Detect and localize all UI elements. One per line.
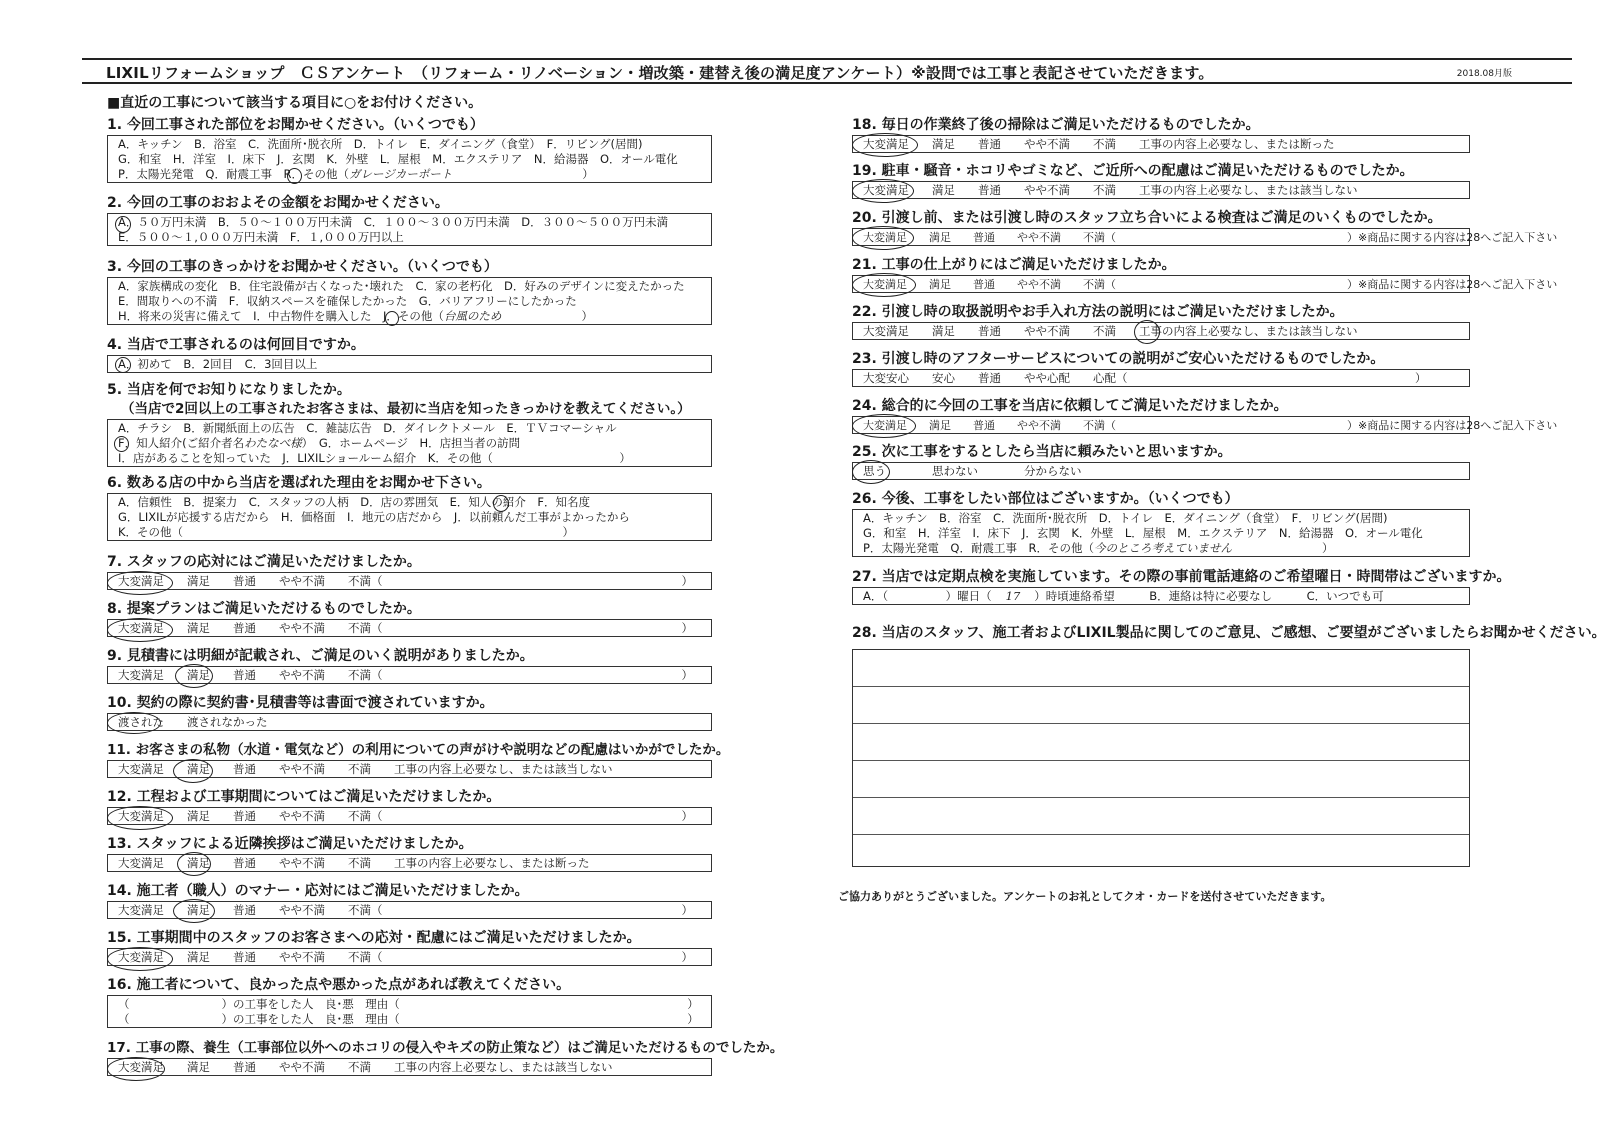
section-heading: ■直近の工事について該当する項目に○をお付けください。 xyxy=(107,95,483,111)
question-2-title: 2. 今回の工事のおおよその金額をお聞かせください。 xyxy=(107,195,449,211)
question-24 xyxy=(852,397,1558,434)
q5-referral-label: F．知人紹介(ご紹介者名 xyxy=(118,436,245,450)
question-23-answers xyxy=(852,369,1470,387)
question-4-line-1[interactable]: A．初めて B．2回目 C．3回目以上 xyxy=(118,357,318,371)
question-9-options[interactable]: 大変満足 満足 普通 やや不満 不満（ ） xyxy=(118,668,693,682)
question-27-options[interactable] xyxy=(863,589,1459,604)
question-22-options[interactable]: 大変満足 満足 普通 やや不満 不満 工事の内容上必要なし、または該当しない xyxy=(863,324,1358,338)
question-28-title: 28. 当店のスタッフ、施工者およびLIXIL製品に関してのご意見、ご感想、ご要望がございましたらお聞かせください。 xyxy=(852,625,1606,641)
question-23 xyxy=(852,350,1470,387)
question-23-options[interactable]: 大変安心 安心 普通 やや心配 心配（ ） xyxy=(863,371,1427,385)
question-18-options[interactable]: 大変満足 満足 普通 やや不満 不満 工事の内容上必要なし、または断った xyxy=(863,137,1335,151)
question-24-answers xyxy=(852,416,1558,434)
question-13 xyxy=(107,835,712,872)
question-18 xyxy=(852,116,1470,153)
comment-row[interactable] xyxy=(853,687,1469,724)
q26-handwritten-other[interactable]: 今のところ考えていません xyxy=(1093,541,1232,555)
question-16-answers xyxy=(107,995,712,1028)
question-5-line-3[interactable]: I．店があることを知っていた J．LIXILショールーム紹介 K．その他（ ） xyxy=(118,451,631,465)
q26-other-label: P．太陽光発電 Q．耐震工事 R．その他（ xyxy=(863,541,1094,555)
q5-referral-rest: ） G．ホームページ H．店担当者の訪問 xyxy=(301,436,521,450)
question-23-title: 23. 引渡し時のアフターサービスについての説明がご安心いただけるものでしたか。 xyxy=(852,351,1385,367)
question-25-options[interactable]: 思う 思わない 分からない xyxy=(863,464,1082,478)
question-6-line-3[interactable]: K．その他（ ） xyxy=(118,525,575,539)
question-1-answers xyxy=(107,135,712,183)
question-3-line-2[interactable]: E．間取りへの不満 F．収納スペースを確保したかった G．バリアフリーにしたかった xyxy=(118,294,577,308)
question-5-title: 5. 当店を何でお知りになりましたか。 xyxy=(107,382,351,398)
q3-other-label: H．将来の災害に備えて I．中古物件を購入した J．その他（ xyxy=(118,309,444,323)
question-1-line-2[interactable]: G．和室 H．洋室 I．床下 J．玄関 K．外壁 L．屋根 M．エクステリア N．給湯器 O．オール電化 xyxy=(118,152,678,166)
comment-row[interactable] xyxy=(853,761,1469,798)
question-11-options[interactable]: 大変満足 満足 普通 やや不満 不満 工事の内容上必要なし、または該当しない xyxy=(118,762,613,776)
question-3 xyxy=(107,258,712,325)
question-7-title: 7. スタッフの応対にはご満足いただけましたか。 xyxy=(107,554,421,570)
question-5-line-1[interactable]: A．チラシ B．新聞紙面上の広告 C．雑誌広告 D．ダイレクトメール E．ＴＶコマーシャル xyxy=(118,421,617,435)
question-10-answers xyxy=(107,713,712,731)
question-11-title: 11. お客さまの私物（水道・電気など）の利用についての声がけや説明などの配慮はいかがでしたか。 xyxy=(107,742,730,758)
question-8-answers xyxy=(107,619,712,637)
question-3-title: 3. 今回の工事のきっかけをお聞かせください。（いくつでも） xyxy=(107,259,498,275)
question-12-title: 12. 工程および工事期間についてはご満足いただけましたか。 xyxy=(107,789,501,805)
question-14-title: 14. 施工者（職人）のマナー・応対にはご満足いただけましたか。 xyxy=(107,883,529,899)
q5-handwritten-referrer[interactable]: わたなべ様 xyxy=(244,436,302,450)
question-9-answers xyxy=(107,666,712,684)
question-21 xyxy=(852,256,1558,293)
question-4 xyxy=(107,336,712,373)
question-10 xyxy=(107,694,712,731)
question-2-line-2[interactable]: E．５００～１,０００万円未満 F．１,０００万円以上 xyxy=(118,230,404,244)
page-title-bar xyxy=(82,58,1572,84)
question-14 xyxy=(107,882,712,919)
question-22-title: 22. 引渡し時の取扱説明やお手入れ方法の説明にはご満足いただけましたか。 xyxy=(852,304,1344,320)
question-26-line-3[interactable] xyxy=(863,541,1459,556)
question-16-line-1[interactable]: （ ）の工事をした人 良･悪 理由（ ） xyxy=(118,997,699,1011)
q26-other-close: ） xyxy=(1321,541,1334,555)
question-3-line-3[interactable] xyxy=(118,309,701,324)
question-15-options[interactable]: 大変満足 満足 普通 やや不満 不満（ ） xyxy=(118,950,693,964)
question-20-options[interactable]: 大変満足 満足 普通 やや不満 不満（ ）※商品に関する内容は28へご記入下さい xyxy=(863,231,1558,244)
q27-handwritten-hour[interactable]: 17 xyxy=(1005,589,1021,603)
question-19-title: 19. 駐車・騒音・ホコリやゴミなど、ご近所への配慮はご満足いただけるものでしたか。 xyxy=(852,163,1414,179)
question-27-answers xyxy=(852,587,1470,605)
question-11-answers xyxy=(107,760,712,778)
question-15-title: 15. 工事期間中のスタッフのお客さまへの応対・配慮にはご満足いただけましたか。 xyxy=(107,930,641,946)
question-3-answers xyxy=(107,277,712,325)
question-26-line-2[interactable]: G．和室 H．洋室 I．床下 J．玄関 K．外壁 L．屋根 M．エクステリア N．給湯器 O．オール電化 xyxy=(863,526,1423,540)
question-17 xyxy=(107,1039,784,1076)
question-6-title: 6. 数ある店の中から当店を選ばれた理由をお聞かせ下さい。 xyxy=(107,475,491,491)
question-15-answers xyxy=(107,948,712,966)
question-5-subtitle: （当店で2回以上の工事されたお客さまは、最初に当店を知ったきっかけを教えてください。） xyxy=(121,401,691,417)
question-17-options[interactable]: 大変満足 満足 普通 やや不満 不満 工事の内容上必要なし、または該当しない xyxy=(118,1060,613,1074)
question-27-title: 27. 当店では定期点検を実施しています。その際の事前電話連絡のご希望曜日・時間帯はございますか。 xyxy=(852,569,1511,585)
comment-row[interactable] xyxy=(853,724,1469,761)
q27-weekday-label: A．（ ）曜日（ xyxy=(863,589,992,603)
question-28 xyxy=(852,624,1606,643)
question-2-answers xyxy=(107,213,712,246)
question-17-answers xyxy=(107,1058,712,1076)
q1-other-label: P．太陽光発電 Q．耐震工事 R．その他（ xyxy=(118,167,349,181)
version-label: 2018.08月版 xyxy=(1456,69,1512,79)
question-1-title: 1. 今回工事された部位をお聞かせください。（いくつでも） xyxy=(107,117,484,133)
question-4-title: 4. 当店で工事されるのは何回目ですか。 xyxy=(107,337,365,353)
question-1-line-3[interactable] xyxy=(118,167,701,182)
question-19 xyxy=(852,162,1470,199)
question-21-answers xyxy=(852,275,1558,293)
question-19-options[interactable]: 大変満足 満足 普通 やや不満 不満 工事の内容上必要なし、または該当しない xyxy=(863,183,1358,197)
comment-box[interactable] xyxy=(852,649,1470,867)
question-17-title: 17. 工事の際、養生（工事部位以外へのホコリの侵入やキズの防止策など）はご満足いただけるものでしたか。 xyxy=(107,1040,784,1056)
comment-row[interactable] xyxy=(853,650,1469,687)
question-21-options[interactable]: 大変満足 満足 普通 やや不満 不満（ ）※商品に関する内容は28へご記入下さい xyxy=(863,278,1558,291)
question-20-title: 20. 引渡し前、または引渡し時のスタッフ立ち合いによる検査はご満足のいくものでしたか。 xyxy=(852,210,1442,226)
question-14-answers xyxy=(107,901,712,919)
question-9-title: 9. 見積書には明細が記載され、ご満足のいく説明がありましたか。 xyxy=(107,648,534,664)
question-6-answers xyxy=(107,493,712,541)
question-13-options[interactable]: 大変満足 満足 普通 やや不満 不満 工事の内容上必要なし、または断った xyxy=(118,856,590,870)
question-16-title: 16. 施工者について、良かった点や悪かった点があれば教えてください。 xyxy=(107,977,571,993)
question-26-line-1[interactable]: A．キッチン B．浴室 C．洗面所･脱衣所 D．トイレ E．ダイニング（食堂） F．リビング(居間) xyxy=(863,511,1388,525)
question-8 xyxy=(107,600,712,637)
question-14-options[interactable]: 大変満足 満足 普通 やや不満 不満（ ） xyxy=(118,903,693,917)
question-22-answers xyxy=(852,322,1470,340)
question-15 xyxy=(107,929,712,966)
q1-handwritten-other[interactable]: ガレージカーポート xyxy=(348,167,453,181)
q1-other-close: ） xyxy=(582,167,594,181)
question-7 xyxy=(107,553,712,590)
question-5-answers xyxy=(107,419,712,467)
question-18-title: 18. 毎日の作業終了後の掃除はご満足いただけるものでしたか。 xyxy=(852,117,1260,133)
question-7-options[interactable]: 大変満足 満足 普通 やや不満 不満（ ） xyxy=(118,574,693,588)
question-22 xyxy=(852,303,1470,340)
question-8-title: 8. 提案プランはご満足いただけるものでしたか。 xyxy=(107,601,421,617)
question-16 xyxy=(107,976,712,1028)
question-8-options[interactable]: 大変満足 満足 普通 やや不満 不満（ ） xyxy=(118,621,693,635)
question-2 xyxy=(107,194,712,246)
question-6 xyxy=(107,474,712,541)
question-25 xyxy=(852,443,1470,480)
question-7-answers xyxy=(107,572,712,590)
question-2-line-1[interactable]: A．５０万円未満 B．５０～１００万円未満 C．１００～３００万円未満 D．３００～５００万円未満 xyxy=(118,215,669,229)
question-13-answers xyxy=(107,854,712,872)
q3-other-close: ） xyxy=(581,309,593,323)
question-20 xyxy=(852,209,1558,246)
question-6-line-1[interactable]: A．信頼性 B．提案力 C．スタッフの人柄 D．店の雰囲気 E．知人の紹介 F．知名度 xyxy=(118,495,591,509)
question-4-answers xyxy=(107,355,712,373)
question-26-title: 26. 今後、工事をしたい部位はございますか。（いくつでも） xyxy=(852,491,1239,507)
question-1-line-1[interactable]: A．キッチン B．浴室 C．洗面所･脱衣所 D．トイレ E．ダイニング（食堂） F．リビング(居間) xyxy=(118,137,643,151)
comment-row[interactable] xyxy=(853,798,1469,835)
page-title: LIXILリフォームショップ ＣＳアンケート （リフォーム・リノベーション・増改築・建替え後の満足度アンケート）※設問では工事と表記させていただきます。 xyxy=(106,64,1214,82)
question-12 xyxy=(107,788,712,825)
question-16-line-2[interactable]: （ ）の工事をした人 良･悪 理由（ ） xyxy=(118,1012,699,1026)
question-5 xyxy=(107,381,712,467)
question-26-answers xyxy=(852,509,1470,557)
question-3-line-1[interactable]: A．家族構成の変化 B．住宅設備が古くなった･壊れた C．家の老朽化 D．好みのデザインに変えたかった xyxy=(118,279,685,293)
question-10-title: 10. 契約の際に契約書･見積書等は書面で渡されていますか。 xyxy=(107,695,494,711)
q3-handwritten-other[interactable]: 台風のため xyxy=(443,309,502,323)
question-18-answers xyxy=(852,135,1470,153)
question-13-title: 13. スタッフによる近隣挨拶はご満足いただけましたか。 xyxy=(107,836,473,852)
question-12-answers xyxy=(107,807,712,825)
question-25-answers xyxy=(852,462,1470,480)
question-27 xyxy=(852,568,1511,605)
question-24-options[interactable]: 大変満足 満足 普通 やや不満 不満（ ）※商品に関する内容は28へご記入下さい xyxy=(863,419,1558,432)
question-5-line-2[interactable] xyxy=(118,436,701,451)
q27-rest: ）時頃連絡希望 B．連絡は特に必要なし C．いつでも可 xyxy=(1034,589,1384,603)
question-10-options[interactable]: 渡された 渡されなかった xyxy=(118,715,268,729)
question-12-options[interactable]: 大変満足 満足 普通 やや不満 不満（ ） xyxy=(118,809,693,823)
question-20-answers xyxy=(852,228,1558,246)
question-21-title: 21. 工事の仕上がりにはご満足いただけましたか。 xyxy=(852,257,1176,273)
question-11 xyxy=(107,741,730,778)
question-6-line-2[interactable]: G．LIXILが応援する店だから H．価格面 I．地元の店だから J．以前頼んだ工事がよかったから xyxy=(118,510,630,524)
question-24-title: 24. 総合的に今回の工事を当店に依頼してご満足いただけましたか。 xyxy=(852,398,1288,414)
question-19-answers xyxy=(852,181,1470,199)
question-25-title: 25. 次に工事をするとしたら当店に頼みたいと思いますか。 xyxy=(852,444,1232,460)
comment-row[interactable] xyxy=(853,835,1469,872)
thank-you-footer: ご協力ありがとうございました。アンケートのお礼としてクオ・カードを送付させていただきます。 xyxy=(838,890,1332,903)
question-9 xyxy=(107,647,712,684)
question-26 xyxy=(852,490,1470,557)
question-1 xyxy=(107,116,712,183)
